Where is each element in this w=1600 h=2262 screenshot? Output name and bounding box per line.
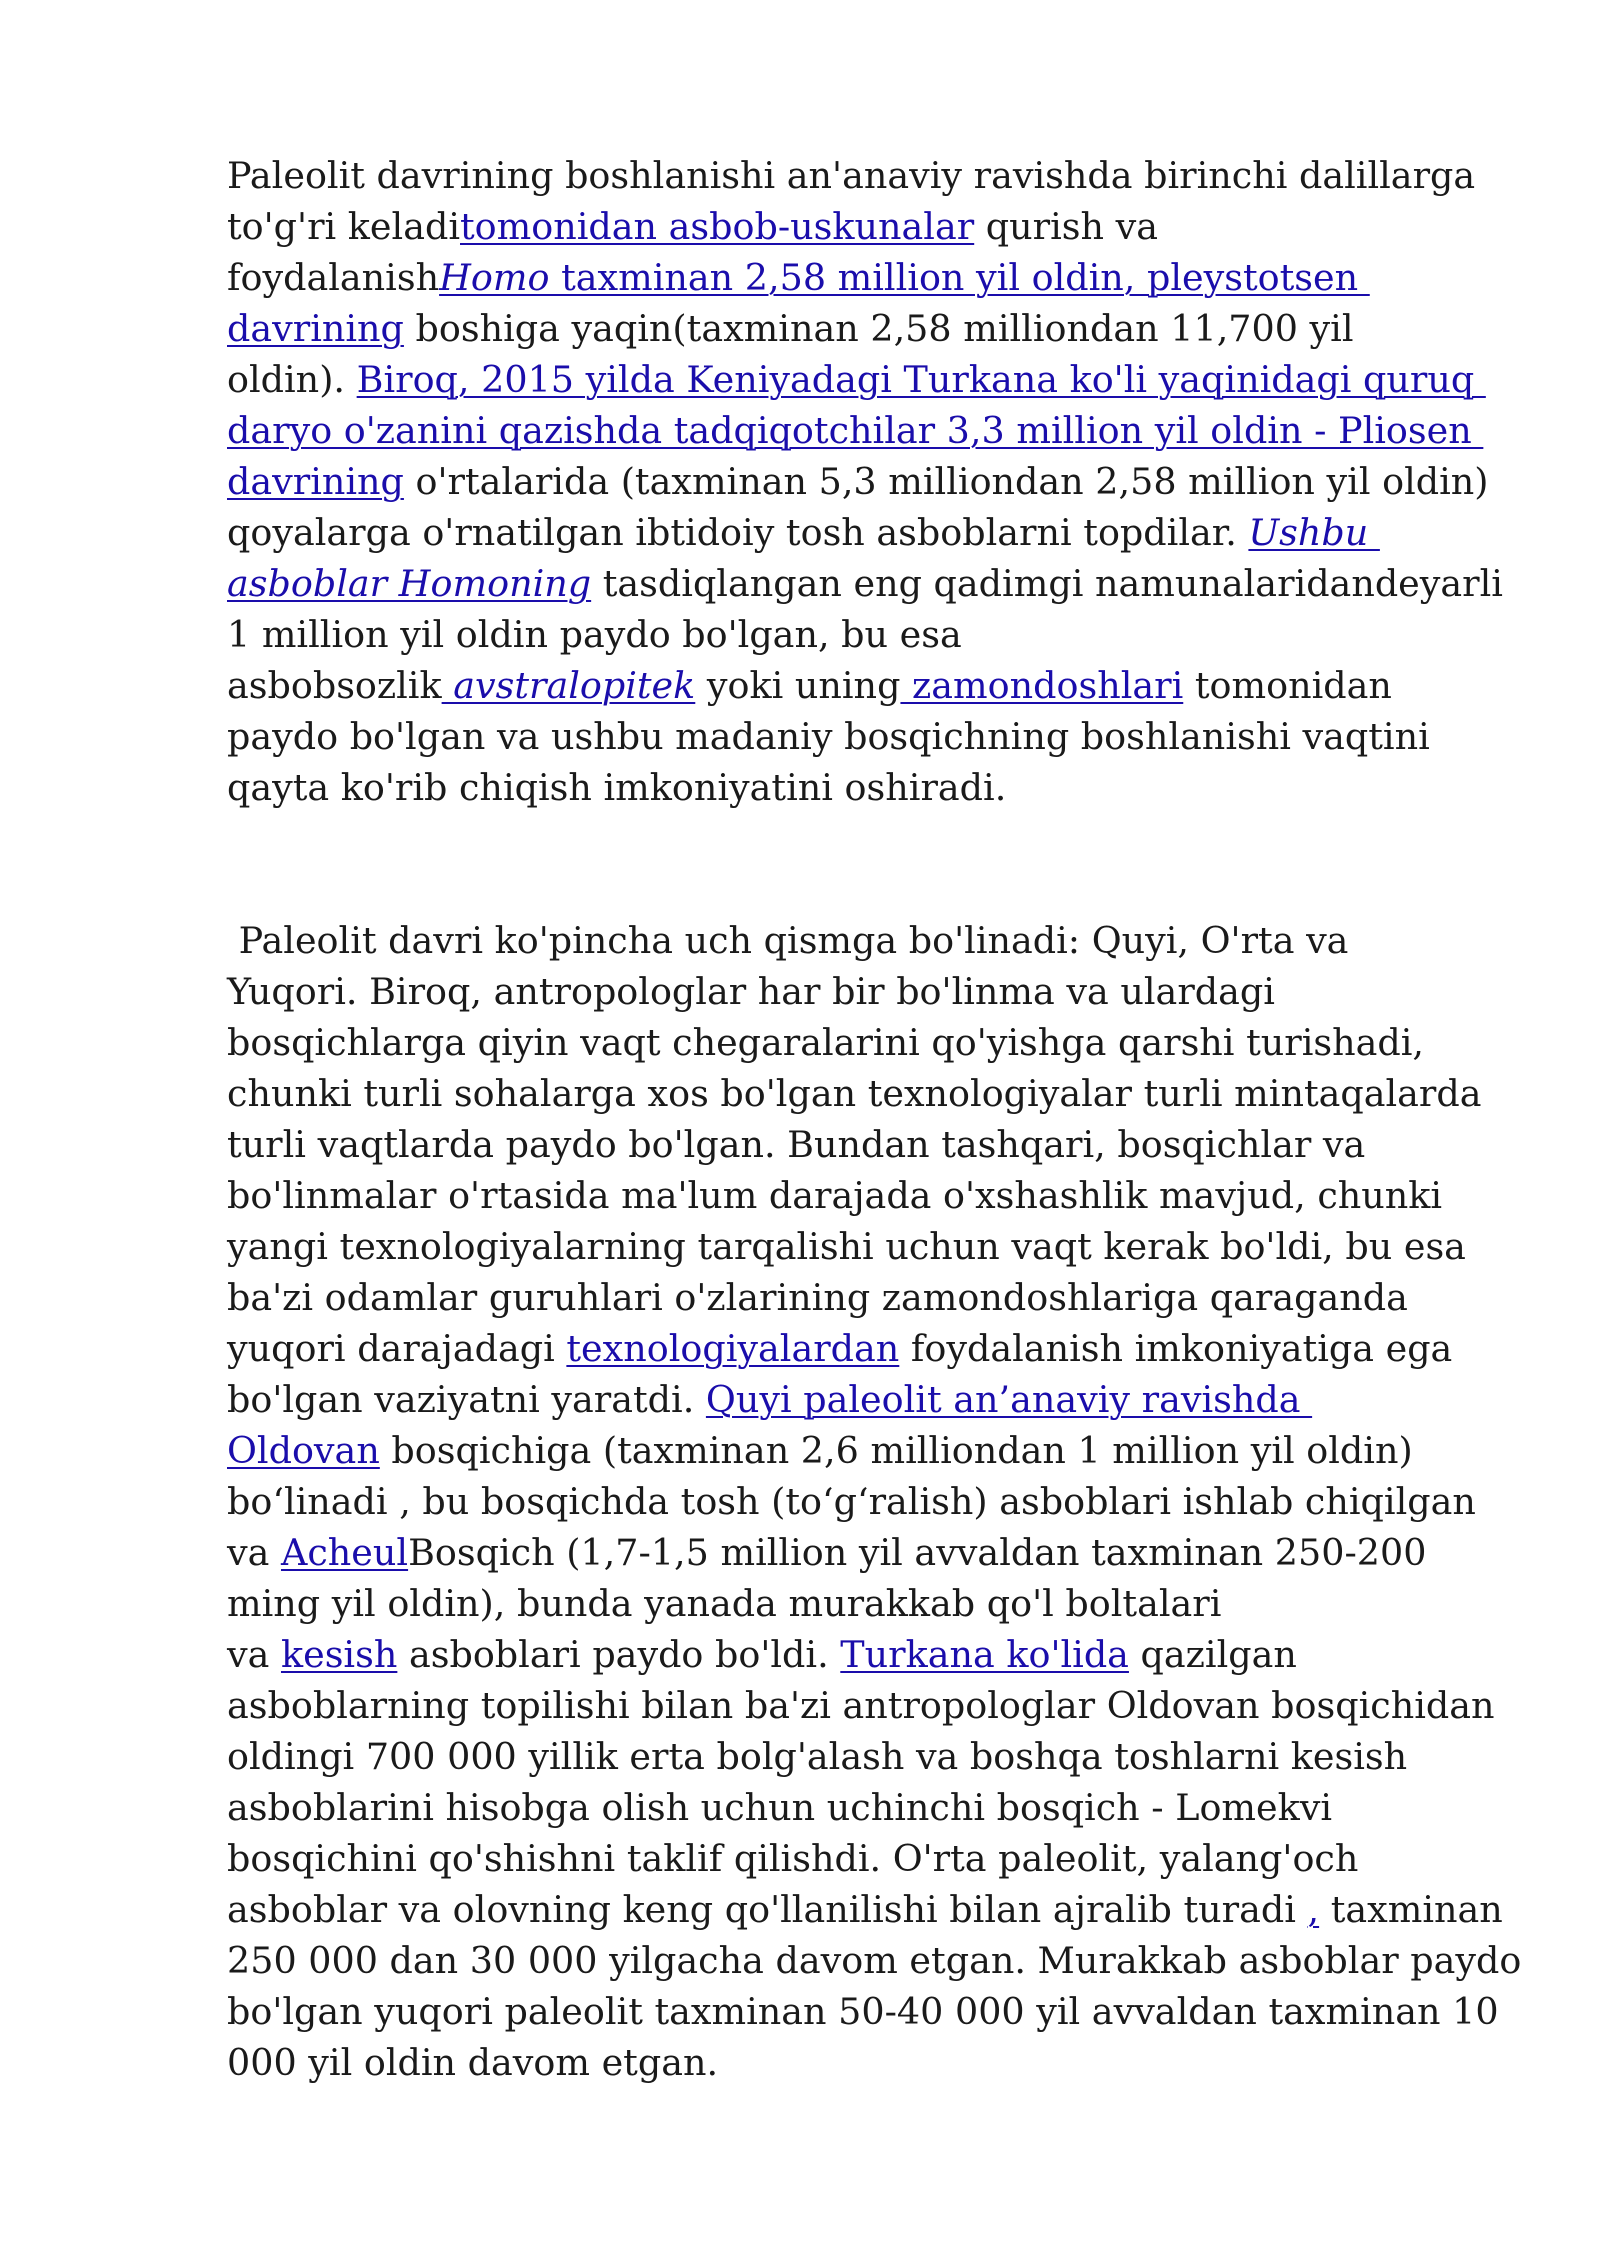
text-line [227,1578,1477,1629]
text-run: bo‘linadi , bu bosqichda tosh (to‘g‘ralish) asboblari ishlab chiqilgan [227,1480,1476,1523]
text-run: bosqichlarga qiyin vaqt chegaralarini qo'yishga qarshi turishadi, [227,1021,1425,1064]
text-run: foydalanish [227,256,440,299]
link-footnote-comma[interactable]: , [1307,1888,1320,1931]
text-run: yangi texnologiyalarning tarqalishi uchun vaqt kerak bo'ldi, bu esa [227,1225,1466,1268]
text-run: foydalanish imkoniyatiga ega [899,1327,1453,1370]
text-line [227,201,1477,252]
text-line [227,1323,1477,1374]
text-run: bo'lgan vaziyatni yaratdi. [227,1378,706,1421]
text-line [227,660,1477,711]
text-run: qayta ko'rib chiqish imkoniyatini oshiradi. [227,766,1007,809]
text-run: Paleolit davri ko'pincha uch qismga bo'linadi: Quyi, O'rta va [227,919,1349,962]
text-line [227,2037,1477,2088]
text-run: asboblarning topilishi bilan ba'zi antropologlar Oldovan bosqichidan [227,1684,1495,1727]
text-run: taxminan [1319,1888,1503,1931]
text-line [227,915,1477,966]
text-run: 1 million yil oldin paydo bo'lgan, bu esa [227,613,962,656]
link-lower-paleolithic[interactable]: Quyi paleolit an’anaviy ravishda [705,1378,1313,1421]
text-run: Paleolit davrining boshlanishi an'anaviy ravishda birinchi dalillarga [227,154,1476,197]
text-line [227,1221,1477,1272]
text-run: ba'zi odamlar guruhlari o'zlarining zamondoshlariga qaraganda [227,1276,1408,1319]
text-line [227,354,1486,405]
text-line [227,1731,1477,1782]
text-line [227,966,1477,1017]
text-run: va [227,1531,281,1574]
paragraph-paleolithic-beginning [227,150,1503,813]
text-run: to'g'ri keladi [227,205,460,248]
text-run: yuqori darajadagi [227,1327,567,1370]
text-run: qazilgan [1128,1633,1297,1676]
link-pliocene-period[interactable]: davrining [227,460,404,503]
link-these-tools-homo[interactable]: asboblar Homoning [227,562,592,605]
link-cleaver[interactable]: kesish [280,1633,398,1676]
text-line [227,1170,1477,1221]
text-line [227,252,1477,303]
text-line [227,558,1503,609]
text-run: turli vaqtlarda paydo bo'lgan. Bundan tashqari, bosqichlar va [227,1123,1366,1166]
text-run: bo'linmalar o'rtasida ma'lum darajada o'xshashlik mavjud, chunki [227,1174,1443,1217]
text-line [227,1017,1477,1068]
text-line [227,1374,1477,1425]
text-run: yoki uning [695,664,901,707]
link-turkana-2015-cont[interactable]: daryo o'zanini qazishda tadqiqotchilar 3,3 million yil oldin - Pliosen [227,409,1484,452]
text-line [227,1782,1477,1833]
text-line [227,1527,1477,1578]
text-run: asboblarini hisobga olish uchun uchinchi bosqich - Lomekvi [227,1786,1333,1829]
text-line [227,303,1477,354]
text-line [227,1986,1499,2037]
link-turkana-2015[interactable]: Biroq, 2015 yilda Keniyadagi Turkana ko'li yaqinidagi quruq [356,358,1486,401]
link-homo-pleistocene[interactable] [439,256,1370,299]
link-these-tools[interactable]: Ushbu [1248,511,1380,554]
link-technologies[interactable]: texnologiyalardan [566,1327,900,1370]
link-text-italic: Homo [439,256,550,299]
text-run: bosqichini qo'shishni taklif qilishdi. O'rta paleolit, yalang'och [227,1837,1359,1880]
text-run: asboblar va olovning keng qo'llanilishi bilan ajralib turadi [227,1888,1308,1931]
text-run: qurish va [974,205,1159,248]
link-tool-makers[interactable]: tomonidan asbob-uskunalar [460,205,975,248]
text-run: tomonidan [1183,664,1392,707]
text-line [227,1272,1477,1323]
text-run: asboblari paydo bo'ldi. [397,1633,841,1676]
text-run: ming yil oldin), bunda yanada murakkab qo'l boltalari [227,1582,1222,1625]
text-line [227,609,1477,660]
text-line [227,1935,1522,1986]
text-run: oldin). [227,358,357,401]
text-line [227,1425,1477,1476]
text-line [227,711,1477,762]
text-run: paydo bo'lgan va ushbu madaniy bosqichning boshlanishi vaqtini [227,715,1430,758]
text-run: chunki turli sohalarga xos bo'lgan texnologiyalar turli mintaqalarda [227,1072,1482,1115]
text-line [227,507,1477,558]
text-run: qoyalarga o'rnatilgan ibtidoiy tosh asboblarni topdilar. [227,511,1249,554]
text-run: oldingi 700 000 yillik erta bolg'alash va boshqa toshlarni kesish [227,1735,1408,1778]
link-pleistocene-period[interactable]: davrining [227,307,404,350]
text-line [227,1068,1482,1119]
text-run: tasdiqlangan eng qadimgi namunalaridandeyarli [591,562,1503,605]
text-line [227,1119,1477,1170]
text-run: bo'lgan yuqori paleolit taxminan 50-40 000 yil avvaldan taxminan 10 [227,1990,1499,2033]
link-contemporaries[interactable]: zamondoshlari [900,664,1184,707]
text-run: bosqichiga (taxminan 2,6 milliondan 1 million yil oldin) [379,1429,1413,1472]
link-oldowan[interactable]: Oldovan [227,1429,380,1472]
text-line [227,1833,1477,1884]
text-run: Yuqori. Biroq, antropologlar har bir bo'linma va ulardagi [227,970,1275,1013]
text-run: 250 000 dan 30 000 yilgacha davom etgan. Murakkab asboblar paydo [227,1939,1522,1982]
text-line [227,1476,1477,1527]
link-acheulean[interactable]: Acheul [280,1531,409,1574]
text-run: o'rtalarida (taxminan 5,3 milliondan 2,58 million yil oldin) [403,460,1489,503]
text-line [227,1629,1477,1680]
paragraph-paleolithic-divisions [227,915,1522,2088]
text-run: asbobsozlik [227,664,442,707]
text-line [227,150,1477,201]
text-line [227,762,1477,813]
text-run: Bosqich (1,7-1,5 million yil avvaldan taxminan 250-200 [408,1531,1427,1574]
text-line [227,1884,1503,1935]
text-line [227,1680,1495,1731]
text-line [227,405,1484,456]
text-run: va [227,1633,281,1676]
link-australopithecus[interactable]: avstralopitek [441,664,696,707]
text-run: boshiga yaqin(taxminan 2,58 milliondan 11,700 yil [403,307,1354,350]
text-run: 000 yil oldin davom etgan. [227,2041,719,2084]
text-line [227,456,1489,507]
link-lake-turkana[interactable]: Turkana ko'lida [840,1633,1129,1676]
link-text: taxminan 2,58 million yil oldin, pleystotsen [549,256,1370,299]
